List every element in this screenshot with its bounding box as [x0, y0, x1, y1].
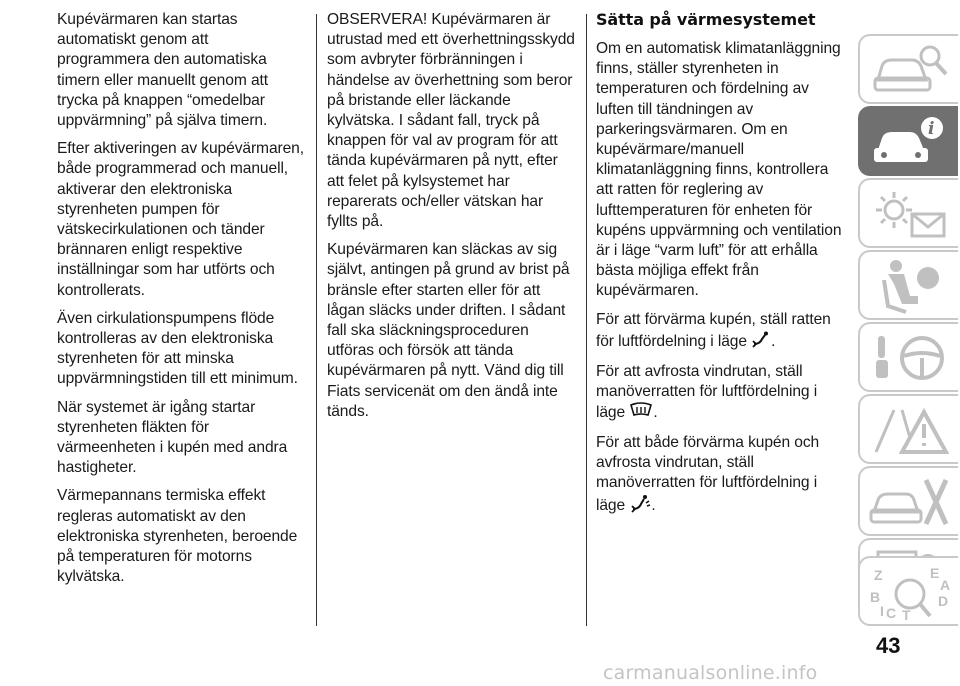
paragraph: Om en automatisk klimatanläggning finns, ställer styrenheten in temperaturen och fördelning av luften till tändningen av parkeringsvärmaren. Om en kupévärmare/manuell klimatanläggning finns, kontrollera att ratten för reglering av lufttemperaturen för enheten för kupéns uppvärmning och ventilation är i läge “varm luft” för att erhålla bästa möjliga effekt från kupévärmaren. [596, 40, 842, 300]
paragraph-text: För att avfrosta vindrutan, ställ manöverratten för luftfördelning i läge [596, 363, 818, 422]
tab-safety[interactable] [858, 250, 958, 320]
paragraph: Även cirkulationspumpens flöde kontrolleras av den elektroniska styrenheten för att minska uppvärmningstiden till ett minimum. [57, 309, 298, 388]
paragraph: Kupévärmaren kan släckas av sig självt, antingen på grund av brist på bränsle efter starten eller för att lågan släcks under driften. I sådant fall ska släckningsproceduren utföras och försök att tända kupévärmaren på nytt. Vänd dig till Fiats servicenät om den ändå inte tänds. [327, 241, 570, 420]
paragraph-text: För att förvärma kupén, ställ ratten för luftfördelning i läge [596, 310, 831, 351]
index-letter: C [886, 605, 897, 621]
section-heading: Sätta på värmesystemet [596, 10, 816, 29]
index-letter: E [930, 565, 940, 581]
airbag-seat-icon [866, 256, 956, 318]
steering-wheel-icon [866, 328, 956, 390]
car-magnifier-icon [866, 40, 956, 102]
text-column-right [596, 10, 846, 527]
warning-paragraph: OBSERVERA! Kupévärmaren är utrustad med ett överhettningsskydd som avbryter förbränningen i händelse av överhettning som beror på bristande eller läckande kylvätska. I sådant fall, tryck på knappen för val av program för att tända kupévärmaren på nytt, efter att felet på kylsystemet har reparerats och/eller vätskan har fyllts på. [327, 11, 575, 231]
punctuation: . [653, 404, 658, 422]
tab-car-overview[interactable] [858, 34, 958, 104]
tab-emergency[interactable] [858, 394, 958, 464]
tab-maintenance[interactable] [858, 466, 958, 536]
tab-car-info[interactable] [858, 106, 958, 176]
text-column-middle [327, 10, 577, 430]
paragraph [596, 310, 846, 354]
text-column-left [57, 10, 305, 595]
paragraph: Värmepannans termiska effekt regleras automatiskt av den elektroniska styrenheten, beroende på temperaturen för motorns kylvätska. [57, 487, 298, 586]
punctuation: . [651, 497, 656, 515]
index-letter: B [870, 589, 881, 605]
paragraph [596, 433, 846, 520]
paragraph-text: För att både förvärma kupén och avfrosta vindrutan, ställ manöverratten för luftfördelning i läge [596, 433, 820, 515]
warning-lights-icon [866, 184, 956, 246]
page-number: 43 [876, 633, 901, 658]
car-info-icon [866, 112, 956, 174]
index-letter: Z [874, 567, 883, 583]
watermark: carmanualsonline.info [603, 662, 818, 684]
alphabetical-index-icon [866, 562, 956, 624]
index-letter: A [940, 577, 951, 593]
index-letter: I [880, 603, 884, 619]
paragraph: Efter aktiveringen av kupévärmaren, både programmerad och manuell, aktiverar den elektroniska styrenheten pumpen för vätskecirkulationen och tänder brännaren enligt respektive inställningar som har utförts och kontrollerats. [57, 140, 304, 299]
paragraph: Kupévärmaren kan startas automatiskt genom att programmera den automatiska timern eller manuellt genom att trycka på knappen “omedelbar uppvärmning” på själva timern. [57, 11, 268, 130]
road-warning-icon [866, 400, 956, 462]
car-tools-icon [866, 472, 956, 534]
paragraph [596, 362, 846, 425]
tab-starting-driving[interactable] [858, 322, 958, 392]
windshield-defrost-icon [629, 402, 653, 424]
tab-index[interactable] [858, 556, 958, 626]
tab-warning-lights[interactable] [858, 178, 958, 248]
column-divider [586, 14, 587, 626]
svg-text:i: i [928, 119, 935, 139]
paragraph: När systemet är igång startar styrenheten fläkten för värmeenheten i kupén med andra hastigheter. [57, 398, 288, 477]
airflow-feet-icon [751, 330, 771, 354]
column-divider [316, 14, 317, 626]
airflow-feet-defrost-icon [629, 493, 651, 519]
punctuation: . [771, 333, 776, 351]
index-letter: T [902, 607, 911, 623]
index-letter: D [938, 593, 949, 609]
